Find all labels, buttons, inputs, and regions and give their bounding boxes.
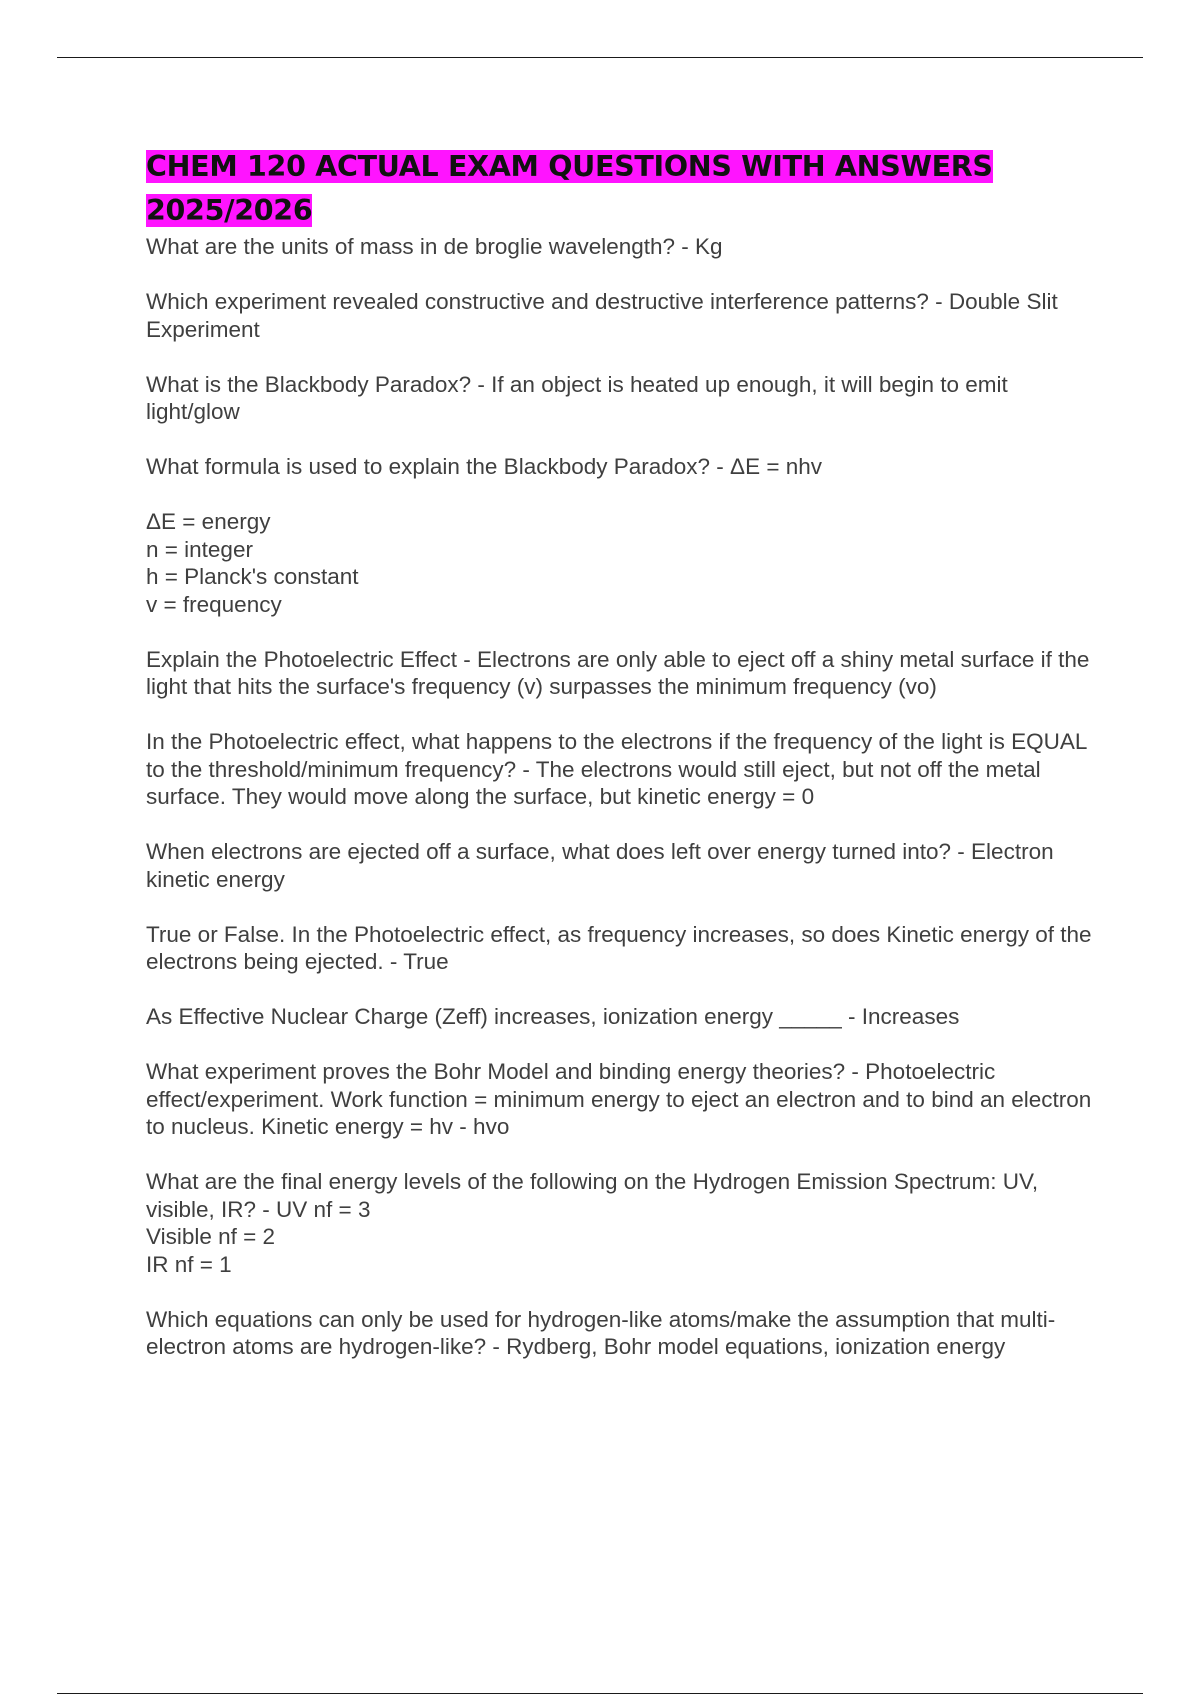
qa-text-line: What are the units of mass in de broglie wavelength? - Kg xyxy=(146,234,723,259)
title-line-1: CHEM 120 ACTUAL EXAM QUESTIONS WITH ANSWERS xyxy=(146,150,993,183)
qa-item xyxy=(146,1306,1096,1361)
qa-text-line: v = frequency xyxy=(146,591,282,617)
qa-item xyxy=(146,921,1096,976)
qa-text-line: As Effective Nuclear Charge (Zeff) increases, ionization energy _____ - Increases xyxy=(146,1004,960,1029)
title-line-2: 2025/2026 xyxy=(146,194,313,227)
qa-item xyxy=(146,233,1096,261)
qa-text-line: ΔE = energy xyxy=(146,509,271,534)
qa-text-line: Visible nf = 2 xyxy=(146,1224,276,1249)
qa-item xyxy=(146,371,1096,426)
qa-text-line: h = Planck's constant xyxy=(146,564,359,589)
qa-text-line: Which experiment revealed constructive and destructive interference patterns? - Double Slit Experiment xyxy=(146,289,1058,342)
qa-text-line: n = integer xyxy=(146,536,253,562)
qa-text-line: What is the Blackbody Paradox? - If an object is heated up enough, it will begin to emit light/glow xyxy=(146,371,1008,424)
qa-text-line: True or False. In the Photoelectric effect, as frequency increases, so does Kinetic energy of the electrons being ejected. - True xyxy=(146,921,1092,974)
top-rule xyxy=(57,57,1143,58)
qa-item xyxy=(146,288,1096,343)
qa-list xyxy=(146,233,1096,1361)
qa-text-line: When electrons are ejected off a surface, what does left over energy turned into? - Electron kinetic energy xyxy=(146,839,1054,892)
qa-text-line: What formula is used to explain the Blackbody Paradox? - ΔE = nhv xyxy=(146,454,823,479)
bottom-rule xyxy=(57,1693,1143,1694)
qa-item xyxy=(146,838,1096,893)
qa-text-line: IR nf = 1 xyxy=(146,1251,232,1277)
qa-item xyxy=(146,453,1096,481)
qa-text-line: What are the final energy levels of the following on the Hydrogen Emission Spectrum: UV, visible, IR? - UV nf = 3 xyxy=(146,1169,1039,1222)
qa-text-line: Which equations can only be used for hydrogen-like atoms/make the assumption that multi-electron atoms are hydrogen-like? - Rydberg, Bohr model equations, ionization energy xyxy=(146,1306,1056,1359)
qa-text-line: What experiment proves the Bohr Model and binding energy theories? - Photoelectric effect/experiment. Work function = minimum energy to eject an electron and to bind an electron to nucleus. Kinetic energy = hv - hvo xyxy=(146,1059,1092,1139)
qa-item xyxy=(146,646,1096,701)
qa-text-line: Explain the Photoelectric Effect - Electrons are only able to eject off a shiny metal surface if the light that hits the surface's frequency (v) surpasses the minimum frequency (vo) xyxy=(146,646,1090,699)
qa-item xyxy=(146,1003,1096,1031)
qa-text-line: In the Photoelectric effect, what happens to the electrons if the frequency of the light is EQUAL to the threshold/minimum frequency? - The electrons would still eject, but not off the metal surface. They would move along the surface, but kinetic energy = 0 xyxy=(146,729,1087,809)
qa-item xyxy=(146,508,1096,618)
qa-item xyxy=(146,728,1096,811)
qa-item xyxy=(146,1168,1096,1278)
qa-item xyxy=(146,1058,1096,1141)
document-title xyxy=(146,145,1096,233)
document-body xyxy=(146,145,1096,1361)
